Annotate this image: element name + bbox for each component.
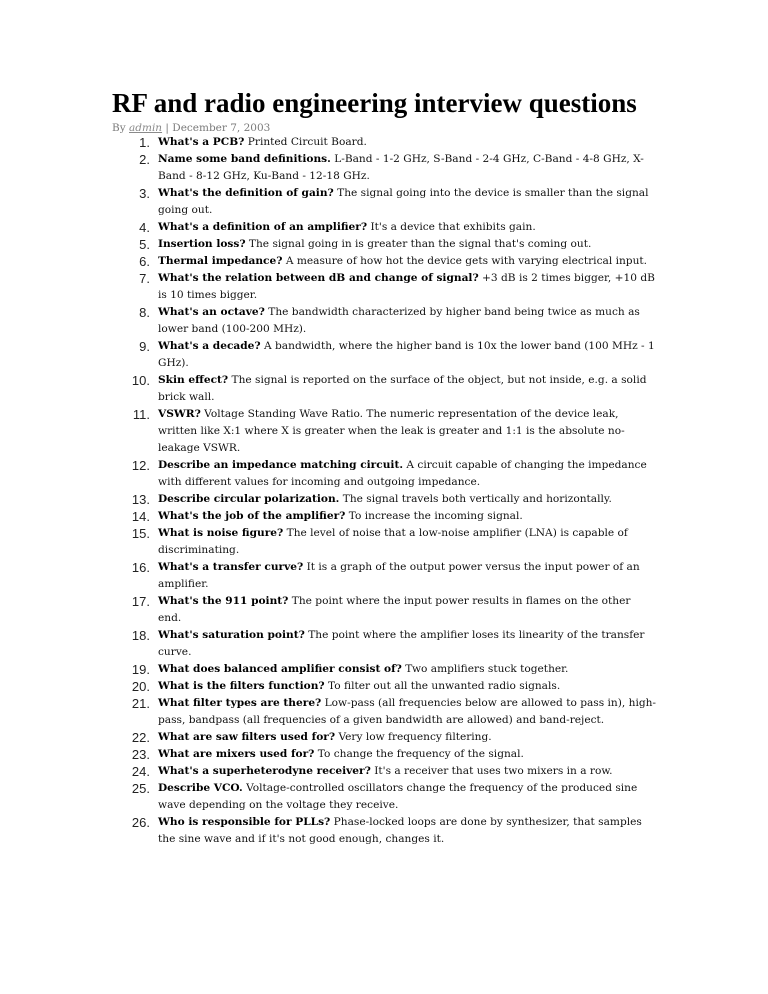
list-item-number: 8. (139, 305, 150, 320)
list-item (112, 185, 657, 219)
list-item-number: 3. (139, 186, 150, 201)
answer-text: Phase-locked loops are done by synthesizer, that samples the sine wave and if it's not good enough, changes it. (158, 816, 642, 845)
byline (112, 121, 270, 135)
list-item-number: 18. (131, 628, 150, 643)
question-text: Describe circular polarization. (158, 493, 340, 505)
answer-text: The point where the input power results in flames on the other end. (158, 595, 631, 624)
question-text: What filter types are there? (158, 697, 322, 709)
list-item (112, 525, 657, 559)
question-text: Skin effect? (158, 374, 229, 386)
author-link[interactable]: admin (129, 122, 163, 134)
list-item-number: 11. (132, 407, 150, 422)
question-text: Insertion loss? (158, 238, 246, 250)
answer-text: To increase the incoming signal. (348, 510, 523, 522)
answer-text: A circuit capable of changing the impedance with different values for incoming and outgoing impedance. (158, 459, 647, 488)
question-text: What is the filters function? (158, 680, 325, 692)
question-text: Describe VCO. (158, 782, 243, 794)
list-item-number: 5. (139, 237, 150, 252)
question-text: What's a transfer curve? (158, 561, 304, 573)
list-item-number: 24. (131, 764, 150, 779)
list-item-number: 9. (139, 339, 150, 354)
answer-text: Printed Circuit Board. (247, 136, 367, 148)
byline-separator: | (162, 122, 173, 134)
answer-text: A bandwidth, where the higher band is 10x the lower band (100 MHz - 1 GHz). (158, 340, 655, 369)
list-item-number: 23. (131, 747, 150, 762)
question-text: What's saturation point? (158, 629, 305, 641)
list-item (112, 134, 657, 151)
question-text: What's the job of the amplifier? (158, 510, 346, 522)
list-item (112, 559, 657, 593)
answer-text: It's a receiver that uses two mixers in a row. (374, 765, 613, 777)
answer-text: The signal travels both vertically and horizontally. (342, 493, 612, 505)
list-item (112, 746, 657, 763)
answer-text: The level of noise that a low-noise amplifier (LNA) is capable of discriminating. (158, 527, 628, 556)
list-item-number: 7. (139, 271, 150, 286)
list-item (112, 304, 657, 338)
answer-text: Voltage Standing Wave Ratio. The numeric representation of the device leak, written like X:1 where X is greater when the leak is greater and 1:1 is the absolute no-leakage VSWR. (158, 408, 625, 454)
list-item-number: 16. (131, 560, 150, 575)
question-list (112, 134, 657, 848)
list-item (112, 508, 657, 525)
list-item-number: 1. (139, 135, 150, 150)
answer-text: The signal going into the device is smaller than the signal going out. (158, 187, 649, 216)
list-item (112, 457, 657, 491)
question-text: What's the definition of gain? (158, 187, 334, 199)
list-item (112, 729, 657, 746)
list-item-number: 6. (139, 254, 150, 269)
list-item-number: 15. (131, 526, 150, 541)
list-item-number: 13. (131, 492, 150, 507)
list-item-number: 19. (131, 662, 150, 677)
question-text: Describe an impedance matching circuit. (158, 459, 404, 471)
answer-text: Low-pass (all frequencies below are allowed to pass in), high-pass, bandpass (all frequencies of a given bandwidth are allowed) and band-reject. (158, 697, 657, 726)
answer-text: A measure of how hot the device gets with varying electrical input. (285, 255, 648, 267)
question-text: Name some band definitions. (158, 153, 331, 165)
post-date: December 7, 2003 (172, 122, 271, 134)
list-item (112, 151, 657, 185)
question-text: Who is responsible for PLLs? (158, 816, 331, 828)
list-item-number: 21. (131, 696, 150, 711)
list-item (112, 219, 657, 236)
answer-text: The bandwidth characterized by higher band being twice as much as lower band (100-200 MHz). (158, 306, 640, 335)
list-item (112, 372, 657, 406)
list-item (112, 593, 657, 627)
question-text: What's a decade? (158, 340, 261, 352)
answer-text: +3 dB is 2 times bigger, +10 dB is 10 times bigger. (158, 272, 655, 301)
answer-text: To change the frequency of the signal. (317, 748, 524, 760)
question-text: What are mixers used for? (158, 748, 315, 760)
list-item (112, 338, 657, 372)
answer-text: The point where the amplifier loses its linearity of the transfer curve. (158, 629, 645, 658)
list-item (112, 763, 657, 780)
answer-text: Two amplifiers stuck together. (405, 663, 569, 675)
answer-text: Voltage-controlled oscillators change the frequency of the produced sine wave depending on the voltage they receive. (158, 782, 638, 811)
list-item-number: 22. (131, 730, 150, 745)
question-text: What is noise figure? (158, 527, 284, 539)
list-item (112, 627, 657, 661)
answer-text: It is a graph of the output power versus the input power of an amplifier. (158, 561, 640, 590)
question-text: What does balanced amplifier consist of? (158, 663, 402, 675)
list-item (112, 814, 657, 848)
list-item-number: 25. (131, 781, 150, 796)
question-text: What's a definition of an amplifier? (158, 221, 368, 233)
list-item-number: 26. (131, 815, 150, 830)
list-item-number: 2. (139, 152, 150, 167)
list-item-number: 20. (131, 679, 150, 694)
answer-text: To filter out all the unwanted radio signals. (328, 680, 561, 692)
list-item (112, 406, 657, 457)
question-text: What's an octave? (158, 306, 265, 318)
answer-text: L-Band - 1-2 GHz, S-Band - 2-4 GHz, C-Band - 4-8 GHz, X-Band - 8-12 GHz, Ku-Band - 12-18 GHz. (158, 153, 644, 182)
question-text: What are saw filters used for? (158, 731, 336, 743)
list-item-number: 10. (131, 373, 150, 388)
list-item-number: 12. (131, 458, 150, 473)
list-item (112, 236, 657, 253)
answer-text: It's a device that exhibits gain. (370, 221, 536, 233)
list-item (112, 695, 657, 729)
question-text: What's a superheterodyne receiver? (158, 765, 371, 777)
list-item (112, 661, 657, 678)
answer-text: The signal going in is greater than the signal that's coming out. (248, 238, 592, 250)
list-item-number: 17. (131, 594, 150, 609)
question-text: What's a PCB? (158, 136, 245, 148)
question-text: What's the 911 point? (158, 595, 289, 607)
question-text: Thermal impedance? (158, 255, 283, 267)
list-item (112, 780, 657, 814)
list-item (112, 253, 657, 270)
list-item-number: 14. (131, 509, 150, 524)
page-title: RF and radio engineering interview questions (112, 88, 637, 118)
question-text: What's the relation between dB and change of signal? (158, 272, 479, 284)
question-text: VSWR? (158, 408, 201, 420)
answer-text: The signal is reported on the surface of the object, but not inside, e.g. a solid brick wall. (158, 374, 647, 403)
list-item (112, 678, 657, 695)
list-item (112, 270, 657, 304)
answer-text: Very low frequency filtering. (338, 731, 492, 743)
byline-prefix: By (112, 122, 129, 134)
list-item (112, 491, 657, 508)
list-item-number: 4. (139, 220, 150, 235)
